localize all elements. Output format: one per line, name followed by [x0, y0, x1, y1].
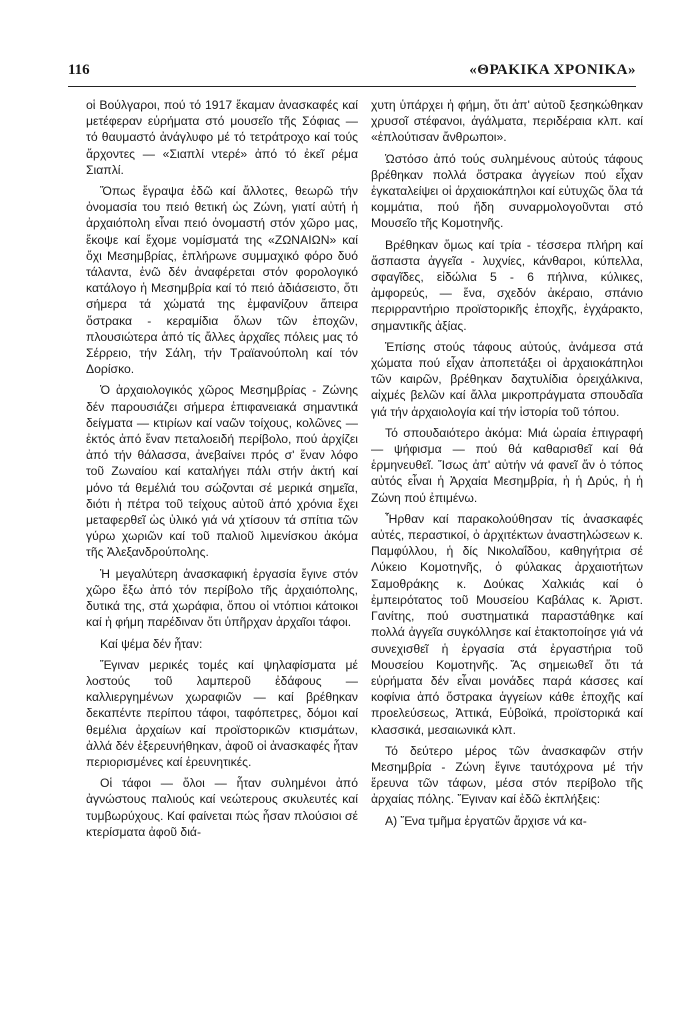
left-column — [86, 97, 358, 845]
paragraph: Ἦρθαν καί παρακολούθησαν τίς ἀνασκαφές αὐτές, περαστικοί, ὁ ἀρχιτέκτων ἀναστηλώσεων κ. Παμφύλλου, ἡ δίς Νικολαΐδου, καθηγήτρια σέ Λύκειο Κομοτηνῆς, ὁ φύλακας ἀρχαιοτήτων Σαμοθράκης κ. Δούκας Χαλκιάς καί ὁ ἐμπειρότατος τοῦ Μουσείου Καβάλας κ. Ἀριστ. Γανίτης, πού συστηματικά παραστάθηκε καί πολλά ἀγγεῖα συγκόλλησε καί ἐτακτοποίησε γιά νά συνεχισθεῖ ἡ ἐργασία στά ἐργαστήρια τοῦ Μουσείου Κομοτηνῆς. Ἄς σημειωθεῖ ὅτι τά εὑρήματα δέν εἶναι μονάδες παρά κάσσες καί κοφίνια ἀπό ὄστρακα ἀγγείων κάθε ἐποχῆς καί προελεύσεως, Ἀττικά, Εὐβοϊκά, προϊστορικά καί κλασσικά, μεσαιωνικά κλπ. — [371, 511, 643, 737]
paragraph: Τό δεύτερο μέρος τῶν ἀνασκαφῶν στήν Μεσημβρία - Ζώνη ἔγινε ταυτόχρονα μέ τήν ἔρευνα τῶν τάφων, μέσα στόν περίβολο τῆς ἀρχαίας πόλης. Ἔγιναν καί ἐδῶ ἐκπλήξεις: — [371, 743, 643, 807]
paragraph: Τό σπουδαιότερο ἀκόμα: Μιά ὡραία ἐπιγραφή — ψήφισμα — πού θά καθαρισθεῖ καί θά ἑρμηνευθεῖ. Ἴσως ἀπ' αὐτήν νά φανεῖ ἄν ὁ τόπος αὐτός εἶναι ἡ Ἀρχαία Μεσημβρία, ἡ ἡ Δρύς, ἡ ἡ Ζώνη πού ἐπιμένω. — [371, 425, 643, 505]
paragraph: Καί ψέμα δέν ἦταν: — [100, 636, 203, 651]
paragraph: Οἱ τάφοι — ὅλοι — ἦταν συλημένοι ἀπό ἀγνώστους παλιούς καί νεώτερους σκυλευτές καί τυμβωρύχους. Καί φαίνεται πώς ἦσαν πλούσιοι σέ κτερίσματα ἀφοῦ διά- — [86, 776, 358, 839]
paragraph: Ὁ ἀρχαιολογικός χῶρος Μεσημβρίας - Ζώνης δέν παρουσιάζει σήμερα ἐπιφανειακά σημαντικά δείγματα — κτιρίων καί ναῶν τοίχους, κολῶνες — ἐκτός ἀπό ἕναν πεταλοειδή περίβολο, πού ἀρχίζει ἀπό τήν θάλασσα, ἀνεβαίνει πρός σ' ἕναν λόφο τοῦ Ζωναίου καί καταλήγει πάλι στήν ἀκτή καί μόνο τά θεμέλιά του σώζονται σέ μερικά σημεῖα, διότι ἡ πέτρα τοῦ τείχους αὐτοῦ ἀπό χρόνια ἔχει μεταφερθεῖ ὡς ὑλικό γιά νά χτίσουν τά σπίτια τῶν γύρω χωριῶν καί τοῦ παλιοῦ λιμενίσκου ἀκόμα τῆς Ἀλεξανδρούπολης. — [86, 383, 358, 560]
right-column — [371, 97, 643, 834]
paragraph: Ὡστόσο ἀπό τούς συλημένους αὐτούς τάφους βρέθηκαν πολλά ὄστρακα ἀγγείων πού εἶχαν ἐγκαταλείψει οἱ ἀρχαιοκάπηλοι καί εὐτυχῶς ὅλα τά κομμάτια, πού ἤδη συναρμολογοῦνται στό Μουσεῖο τῆς Κομοτηνῆς. — [371, 151, 643, 231]
paragraph: οἱ Βούλγαροι, πού τό 1917 ἔκαμαν ἀνασκαφές καί μετέφεραν εὑρήματα στό μουσεῖο τῆς Σόφιας — τό θαυμαστό ἀνάγλυφο μέ τό τετράτροχο καί τούς ἄρχοντες — «Σιαπλί ντερέ» ἀπό τό ἐκεῖ ρέμα Σιαπλί. — [86, 98, 358, 177]
paragraph: Βρέθηκαν ὅμως καί τρία - τέσσερα πλήρη καί ἄσπαστα ἀγγεῖα - λυχνίες, κάνθαροι, κύπελλα, σφαγῖδες, εἰδώλια 5 - 6 πήλινα, κύλικες, ἀμφορεύς, — ἕνα, σχεδόν ἀκέραιο, σπάνιο περιρραντήριο προϊστορικῆς ἐποχῆς, ἐγχάρακτο, σημαντικῆς ἀξίας. — [371, 237, 643, 333]
paragraph: Ὅπως ἔγραψα ἐδῶ καί ἄλλοτες, θεωρῶ τήν ὀνομασία του πειό θετική ὡς Ζώνη, γιατί αὐτή ἡ ἀρχαιόπολη εἶναι πειό ὀνομαστή στόν χῶρο μας, ἔκοψε καί ἔχομε νομίσματά της «ΖΩΝΑΙΩΝ» καί ὄχι Μεσημβρίας, ἐπλήρωνε συμμαχικό φόρο δυό τάλαντα, ἐνῶ δέν ἀναφέρεται στόν φορολογικό κατάλογο ἡ Μεσημβρία καί τό πειό ἀδιάσειστο, ὅτι σήμερα τά χώματά της ἐμφανίζουν ἄπειρα ὄστρακα - κεραμίδια ὅλων τῶν ἐποχῶν, πλουσιώτερα ἀπό τίς ἄλλες ἀρχαῖες πόλεις μας τό Σέρρειο, τήν Σάλη, τήν Τραϊανούπολη καί τόν Δορίσκο. — [86, 184, 358, 377]
page-header — [68, 60, 636, 87]
paragraph: Α) Ἕνα τμῆμα ἐργατῶν ἄρχισε νά κα- — [385, 813, 587, 828]
paragraph: Ἡ μεγαλύτερη ἀνασκαφική ἐργασία ἔγινε στόν χῶρο ἔξω ἀπό τόν περίβολο τῆς ἀρχαιόπολης, δυτικά της, στά χωράφια, ὅπου οἱ ντόπιοι κάτοικοι καί ἡ φήμη παρέδιναν ὅτι ὑπῆρχαν ἀρχαῖοι τάφοι. — [86, 566, 358, 630]
paragraph: Ἔγιναν μερικές τομές καί ψηλαφίσματα μέ λοστούς τοῦ λαμπεροῦ ἐδάφους — καλλιεργημένων χωραφιῶν — καί βρέθηκαν δεκαπέντε περίπου τάφοι, ταφόπετρες, δόμοι καί θεμέλια ἀρχαίων καί προϊστορικῶν κτισμάτων, ἀλλά δέν ἐξερευνήθηκαν, ἀφοῦ οἱ ἀνασκαφές ἦταν περιορισμένες καί ἐρευνητικές. — [86, 657, 358, 769]
paragraph: χυτη ὑπάρχει ἡ φήμη, ὅτι ἀπ' αὐτοῦ ξεσηκώθηκαν χρυσοῖ στέφανοι, ἀγάλματα, περιδέραια κλπ. καί «ἐπλούτισαν ἄνθρωποι». — [371, 98, 643, 145]
page-number: 116 — [68, 62, 90, 78]
running-title: «ΘΡΑΚΙΚΑ ΧΡΟΝΙΚΑ» — [469, 62, 636, 78]
paragraph: Ἐπίσης στούς τάφους αὐτούς, ἀνάμεσα στά χώματα πού εἶχαν ἀποπετάξει οἱ ἀρχαιοκάπηλοι τῶν καιρῶν, βρέθηκαν δαχτυλίδια ὀρειχάλκινα, αἰχμές βελῶν καί ἄλλα μικροπράγματα σπουδαῖα γιά τήν ἀρχαιολογία καί τήν ἱστορία τοῦ τόπου. — [371, 339, 643, 419]
